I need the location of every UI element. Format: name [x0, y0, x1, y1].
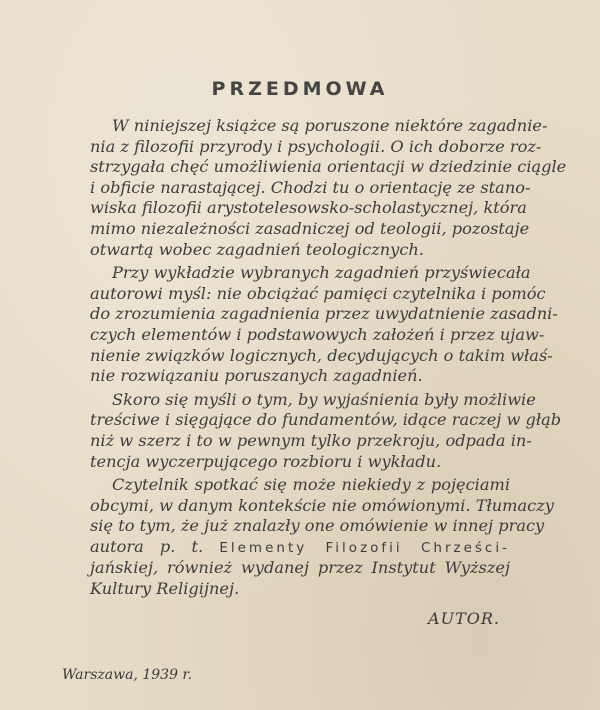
paragraph-line: do zrozumienia zagadnienia przez uwydatnienie zasadni-	[90, 304, 558, 324]
paragraph-line: jańskiej, również wydanej przez Instytut Wyższej	[90, 558, 510, 578]
paragraph-line: nia z filozofii przyrody i psychologii. O ich doborze roz-	[90, 136, 542, 156]
paragraph-line: wiska filozofii arystotelesowsko-scholastycznej, która	[90, 198, 527, 218]
paragraph-1	[90, 116, 567, 260]
paragraph-line-text: autora p. t.	[90, 536, 204, 556]
paragraph-line: Skoro się myśli o tym, by wyjaśnienia były możliwie	[112, 389, 536, 409]
paragraph-line: treściwe i sięgające do fundamentów, idące raczej w głąb	[90, 410, 562, 430]
paragraph-line: się to tym, że już znalazły one omówienie w innej pracy	[90, 516, 545, 536]
paragraph-line: i obficie narastającej. Chodzi tu o orientację ze stano-	[90, 177, 531, 197]
paragraph-line: mimo niezależności zasadniczej od teologii, pozostaje	[90, 218, 530, 238]
page-title: PRZEDMOWA	[211, 78, 389, 100]
paragraph-line: strzygała chęć umożliwienia orientacji w dziedzinie ciągle	[90, 157, 567, 177]
paragraph-2	[90, 263, 558, 387]
paragraph-line: obcymi, w danym kontekście nie omówionymi. Tłumaczy	[90, 495, 554, 515]
paragraph-line: W niniejszej książce są poruszone niektóre zagadnie-	[112, 116, 548, 135]
preface-body	[90, 116, 567, 603]
paragraph-3	[90, 389, 562, 472]
paragraph-line-with-book-title	[90, 537, 510, 559]
paragraph-line: Przy wykładzie wybranych zagadnień przyświecała	[112, 263, 531, 283]
paragraph-line: nienie związków logicznych, decydujących o takim właś-	[90, 345, 553, 365]
paragraph-4	[90, 475, 554, 600]
paragraph-line: autorowi myśl: nie obciążać pamięci czytelnika i pomóc	[90, 283, 546, 303]
paragraph-line: Czytelnik spotkać się może niekiedy z pojęciami	[112, 475, 510, 495]
paragraph-line: nie rozwiązaniu poruszanych zagadnień.	[90, 366, 423, 386]
book-title: Elementy Filozofii Chrześci-	[219, 539, 510, 556]
paragraph-line: niż w szerz i to w pewnym tylko przekroju, odpada in-	[90, 430, 532, 450]
place-date: Warszawa, 1939 r.	[62, 667, 193, 683]
paragraph-line: otwartą wobec zagadnień teologicznych.	[90, 239, 424, 259]
paragraph-line: tencja wyczerpującego rozbioru i wykładu.	[90, 451, 442, 471]
signature: AUTOR.	[428, 609, 500, 628]
paragraph-line: Kultury Religijnej.	[90, 579, 240, 599]
paragraph-line: czych elementów i podstawowych założeń i przez ujaw-	[90, 324, 545, 344]
